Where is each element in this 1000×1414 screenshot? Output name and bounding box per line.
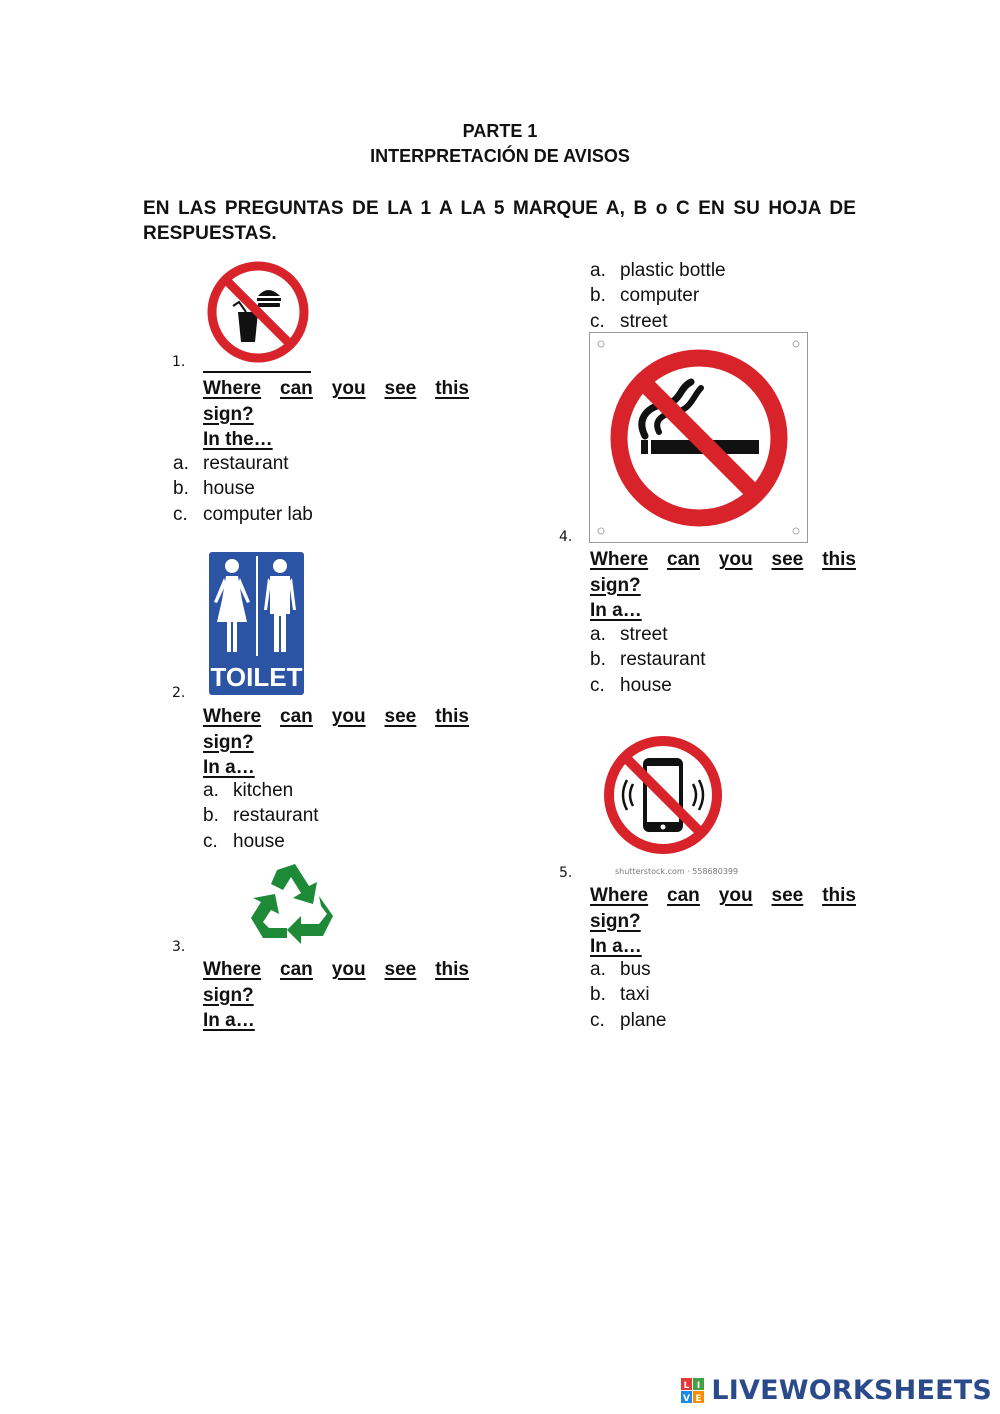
svg-text:E: E	[695, 1393, 702, 1404]
option-b[interactable]: b. restaurant	[203, 805, 319, 827]
recycle-icon	[247, 862, 337, 946]
question-number: 4.	[559, 529, 573, 545]
option-a[interactable]: a. restaurant	[173, 453, 289, 474]
question-prompt: Where can you see this sign? In a…	[203, 957, 469, 1034]
option-c[interactable]: c. street	[590, 310, 668, 332]
option-c[interactable]: c. house	[203, 830, 285, 852]
page-title: PARTE 1	[462, 121, 538, 141]
option-a[interactable]: a. bus	[590, 959, 651, 980]
option-b[interactable]: b. restaurant	[590, 649, 706, 671]
page-subtitle: INTERPRETACIÓN DE AVISOS	[370, 146, 630, 166]
option-a[interactable]: a. kitchen	[203, 780, 294, 801]
question-number: 3.	[172, 939, 186, 955]
question-lead: In a…	[203, 757, 255, 778]
liveworksheets-brand-text: LIVEWORKSHEETS	[711, 1375, 992, 1406]
question-lead: In a…	[590, 600, 642, 621]
options-list	[173, 451, 313, 527]
options-list	[590, 622, 706, 698]
toilet-sign-text: TOILET	[210, 662, 303, 692]
liveworksheets-logo[interactable]	[681, 1375, 992, 1406]
question-lead: In a…	[590, 936, 642, 957]
liveworksheets-logo-icon	[681, 1378, 705, 1404]
question-number: 5.	[559, 865, 573, 881]
option-c[interactable]: c. house	[590, 674, 672, 696]
question-number: 2.	[172, 685, 186, 701]
toilet-sign-icon	[209, 552, 304, 695]
option-b[interactable]: b. house	[173, 478, 255, 500]
question-number: 1.	[172, 354, 186, 370]
no-food-drink-sign-icon	[206, 260, 310, 364]
question-lead: In a…	[203, 1010, 255, 1031]
option-b[interactable]: b. taxi	[590, 984, 650, 1006]
instructions: EN LAS PREGUNTAS DE LA 1 A LA 5 MARQUE A, B o C EN SU HOJA DE RESPUESTAS.	[143, 198, 856, 244]
options-list	[590, 957, 667, 1033]
option-c[interactable]: c. computer lab	[173, 503, 313, 525]
option-a[interactable]: a. street	[590, 624, 668, 645]
svg-text:V: V	[683, 1393, 691, 1404]
option-b[interactable]: b. computer	[590, 285, 700, 307]
options-list	[203, 778, 319, 854]
sign-underline	[203, 371, 311, 373]
question-prompt: Where can you see this sign? In a…	[203, 704, 469, 781]
no-phone-sign-icon	[602, 734, 724, 856]
svg-text:I: I	[697, 1380, 701, 1391]
option-a[interactable]: a. plastic bottle	[590, 260, 726, 281]
question-prompt: Where can you see this sign? In a…	[590, 547, 856, 624]
question-prompt: Where can you see this sign? In a…	[590, 883, 856, 960]
no-smoking-sign-icon	[589, 332, 808, 543]
question-prompt: Where can you see this sign? In the…	[203, 376, 469, 453]
options-list	[590, 258, 726, 334]
image-caption: shutterstock.com · 558680399	[615, 867, 739, 876]
option-c[interactable]: c. plane	[590, 1009, 667, 1031]
question-lead: In the…	[203, 429, 273, 450]
svg-text:L: L	[683, 1380, 690, 1391]
